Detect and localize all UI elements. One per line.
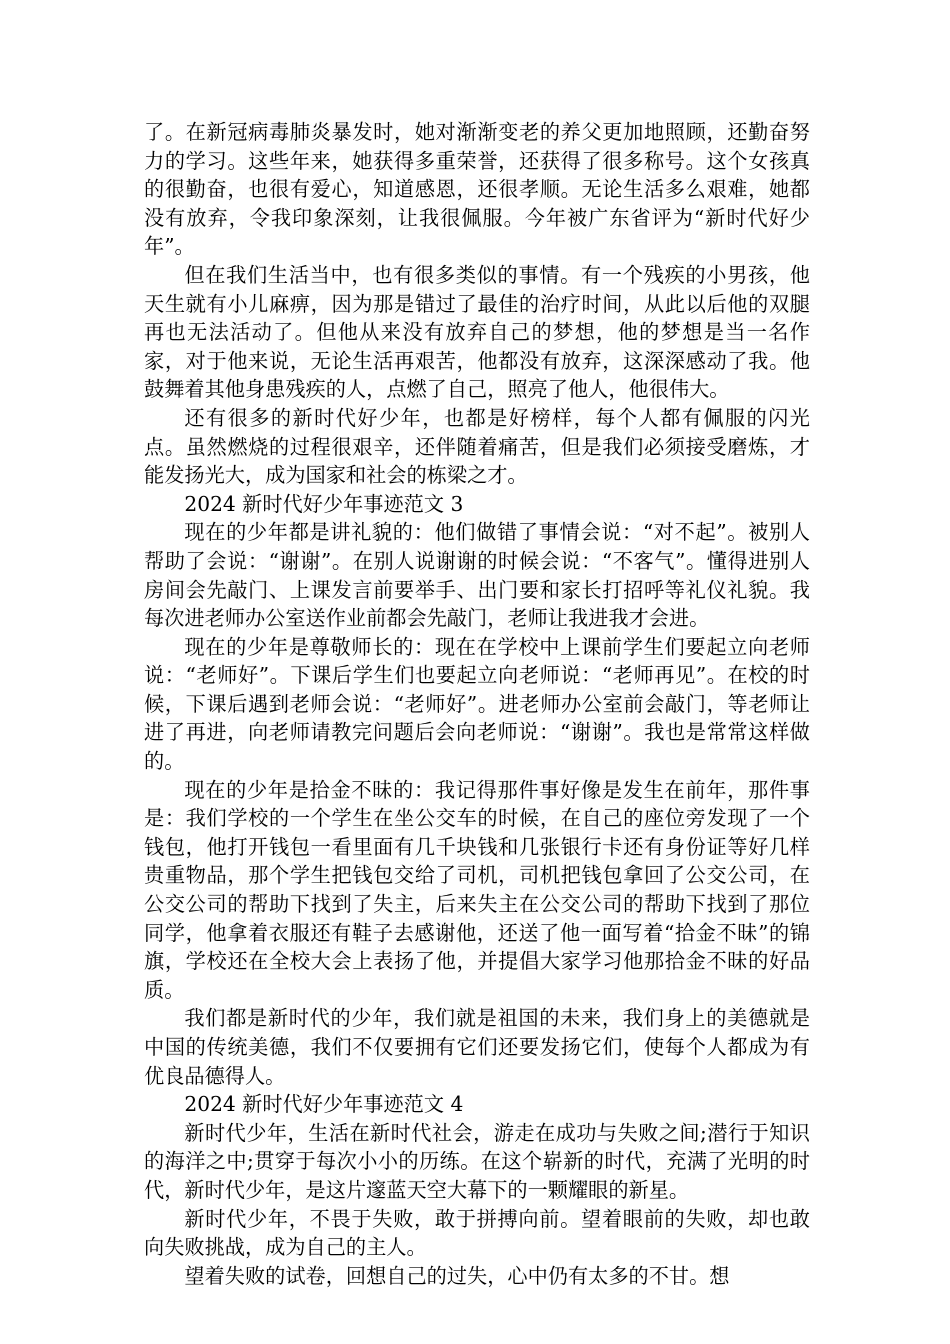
paragraph-7: 我们都是新时代的少年，我们就是祖国的未来，我们身上的美德就是中国的传统美德，我们不仅要拥有它们还要发扬它们，使每个人都成为有优良品德得人。 (144, 1006, 810, 1088)
paragraph-9: 新时代少年，不畏于失败，敢于拼搏向前。望着眼前的失败，却也敢向失败挑战，成为自己的主人。 (144, 1206, 810, 1260)
section-heading-4: 2024 新时代好少年事迹范文 4 (184, 1092, 464, 1117)
paragraph-2: 但在我们生活当中，也有很多类似的事情。有一个残疾的小男孩，他天生就有小儿麻痹，因为那是错过了最佳的治疗时间，从此以后他的双腿再也无法活动了。但他从来没有放弃自己的梦想，他的梦想是当一名作家，对于他来说，无论生活再艰苦，他都没有放弃，这深深感动了我。他鼓舞着其他身患残疾的人，点燃了自己，照亮了他人，他很伟大。 (144, 262, 810, 402)
section-heading-3: 2024 新时代好少年事迹范文 3 (184, 491, 464, 516)
paragraph-6: 现在的少年是拾金不昧的：我记得那件事好像是发生在前年，那件事是：我们学校的一个学生在坐公交车的时候，在自己的座位旁发现了一个钱包，他打开钱包一看里面有几千块钱和几张银行卡还有身份证等好几样贵重物品，那个学生把钱包交给了司机，司机把钱包拿回了公交公司，在公交公司的帮助下找到了失主，后来失主在公交公司的帮助下找到了那位同学，他拿着衣服还有鞋子去感谢他，还送了他一面写着“拾金不昧”的锦旗，学校还在全校大会上表扬了他，并提倡大家学习他那拾金不昧的好品质。 (144, 777, 810, 1002)
paragraph-5: 现在的少年是尊敬师长的：现在在学校中上课前学生们要起立向老师说：“老师好”。下课后学生们也要起立向老师说：“老师再见”。在校的时候，下课后遇到老师会说：“老师好”。进老师办公室前会敲门，等老师让进了再进，向老师请教完问题后会向老师说：“谢谢”。我也是常常这样做的。 (144, 634, 810, 774)
paragraph-3: 还有很多的新时代好少年，也都是好榜样，每个人都有佩服的闪光点。虽然燃烧的过程很艰辛，还伴随着痛苦，但是我们必须接受磨炼，才能发扬光大，成为国家和社会的栋梁之才。 (144, 405, 810, 488)
paragraph-8: 新时代少年，生活在新时代社会，游走在成功与失败之间;潜行于知识的海洋之中;贯穿于每次小小的历练。在这个崭新的时代，充满了光明的时代，新时代少年，是这片邃蓝天空大幕下的一颗耀眼的新星。 (144, 1120, 810, 1202)
paragraph-4: 现在的少年都是讲礼貌的：他们做错了事情会说：“对不起”。被别人帮助了会说：“谢谢”。在别人说谢谢的时候会说：“不客气”。懂得进别人房间会先敲门、上课发言前要举手、出门要和家长打招呼等礼仪礼貌。我每次进老师办公室送作业前都会先敲门，老师让我进我才会进。 (144, 520, 810, 631)
paragraph-1: 了。在新冠病毒肺炎暴发时，她对渐渐变老的养父更加地照顾，还勤奋努力的学习。这些年来，她获得多重荣誉，还获得了很多称号。这个女孩真的很勤奋，也很有爱心，知道感恩，还很孝顺。无论生活多么艰难，她都没有放弃，令我印象深刻，让我很佩服。今年被广东省评为“新时代好少年”。 (144, 120, 810, 259)
document-page (144, 118, 810, 1290)
paragraph-10: 望着失败的试卷，回想自己的过失，心中仍有太多的不甘。想 (184, 1263, 730, 1288)
